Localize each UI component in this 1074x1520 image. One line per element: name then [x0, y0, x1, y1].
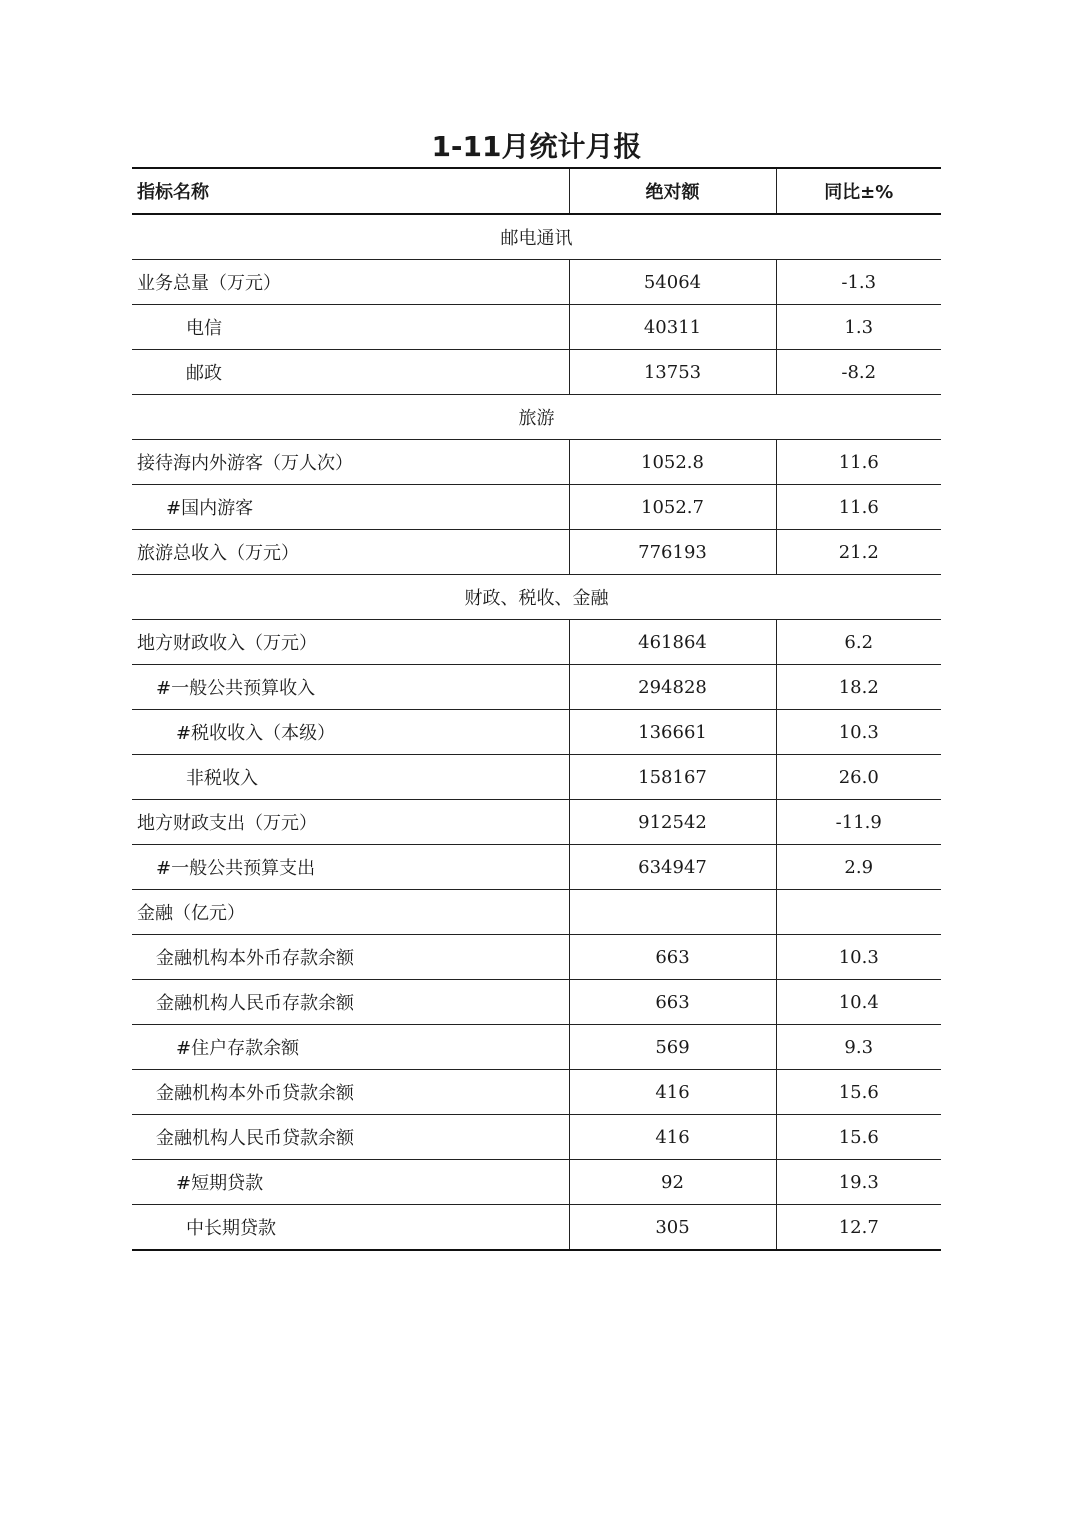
yoy-change-cell: 10.4	[776, 980, 941, 1025]
yoy-change-cell: 18.2	[776, 665, 941, 710]
absolute-value-cell: 305	[569, 1205, 776, 1251]
statistics-table	[132, 167, 941, 1251]
yoy-change-cell: -11.9	[776, 800, 941, 845]
table-row	[132, 1205, 941, 1251]
indicator-name-cell: 地方财政支出（万元）	[132, 800, 569, 845]
report-title: 1-11月统计月报	[431, 130, 642, 163]
absolute-value-cell: 92	[569, 1160, 776, 1205]
section-heading: 财政、税收、金融	[132, 575, 941, 620]
column-header-name: 指标名称	[132, 168, 569, 214]
table-header-row	[132, 168, 941, 214]
section-row	[132, 575, 941, 620]
table-row	[132, 350, 941, 395]
table-row	[132, 530, 941, 575]
table-row	[132, 1070, 941, 1115]
table-row	[132, 710, 941, 755]
yoy-change-cell	[776, 890, 941, 935]
yoy-change-cell: 10.3	[776, 935, 941, 980]
table-row	[132, 890, 941, 935]
yoy-change-cell: 15.6	[776, 1115, 941, 1160]
table-row	[132, 1160, 941, 1205]
indicator-name-cell: 邮政	[132, 350, 569, 395]
indicator-name-cell: #税收收入（本级）	[132, 710, 569, 755]
indicator-name-cell: 金融机构本外币贷款余额	[132, 1070, 569, 1115]
absolute-value-cell: 13753	[569, 350, 776, 395]
absolute-value-cell: 40311	[569, 305, 776, 350]
indicator-name-cell: 金融机构人民币存款余额	[132, 980, 569, 1025]
yoy-change-cell: 26.0	[776, 755, 941, 800]
yoy-change-cell: 2.9	[776, 845, 941, 890]
indicator-name-cell: #短期贷款	[132, 1160, 569, 1205]
indicator-name-cell: 旅游总收入（万元）	[132, 530, 569, 575]
absolute-value-cell: 1052.7	[569, 485, 776, 530]
indicator-name-cell: #住户存款余额	[132, 1025, 569, 1070]
table-row	[132, 665, 941, 710]
table-row	[132, 305, 941, 350]
yoy-change-cell: 11.6	[776, 440, 941, 485]
yoy-change-cell: 21.2	[776, 530, 941, 575]
indicator-name-cell: 金融机构本外币存款余额	[132, 935, 569, 980]
absolute-value-cell: 294828	[569, 665, 776, 710]
indicator-name-cell: 金融机构人民币贷款余额	[132, 1115, 569, 1160]
yoy-change-cell: 9.3	[776, 1025, 941, 1070]
absolute-value-cell: 158167	[569, 755, 776, 800]
section-heading: 旅游	[132, 395, 941, 440]
table-row	[132, 1115, 941, 1160]
yoy-change-cell: 10.3	[776, 710, 941, 755]
yoy-change-cell: 11.6	[776, 485, 941, 530]
absolute-value-cell: 136661	[569, 710, 776, 755]
table-row	[132, 485, 941, 530]
yoy-change-cell: 1.3	[776, 305, 941, 350]
table-row	[132, 800, 941, 845]
absolute-value-cell: 776193	[569, 530, 776, 575]
absolute-value-cell: 569	[569, 1025, 776, 1070]
column-header-value: 绝对额	[569, 168, 776, 214]
table-row	[132, 845, 941, 890]
absolute-value-cell: 1052.8	[569, 440, 776, 485]
indicator-name-cell: 接待海内外游客（万人次）	[132, 440, 569, 485]
yoy-change-cell: 6.2	[776, 620, 941, 665]
absolute-value-cell	[569, 890, 776, 935]
indicator-name-cell: #国内游客	[132, 485, 569, 530]
table-row	[132, 755, 941, 800]
indicator-name-cell: 金融（亿元）	[132, 890, 569, 935]
column-header-change: 同比±%	[776, 168, 941, 214]
table-row	[132, 260, 941, 305]
absolute-value-cell: 663	[569, 935, 776, 980]
table-row	[132, 620, 941, 665]
absolute-value-cell: 54064	[569, 260, 776, 305]
yoy-change-cell: 12.7	[776, 1205, 941, 1251]
indicator-name-cell: 中长期贷款	[132, 1205, 569, 1251]
absolute-value-cell: 912542	[569, 800, 776, 845]
yoy-change-cell: -1.3	[776, 260, 941, 305]
table-row	[132, 935, 941, 980]
absolute-value-cell: 416	[569, 1070, 776, 1115]
section-row	[132, 214, 941, 260]
yoy-change-cell: -8.2	[776, 350, 941, 395]
indicator-name-cell: 电信	[132, 305, 569, 350]
absolute-value-cell: 634947	[569, 845, 776, 890]
table-body	[132, 214, 941, 1250]
table-row	[132, 440, 941, 485]
section-row	[132, 395, 941, 440]
absolute-value-cell: 663	[569, 980, 776, 1025]
table-row	[132, 1025, 941, 1070]
yoy-change-cell: 15.6	[776, 1070, 941, 1115]
indicator-name-cell: #一般公共预算收入	[132, 665, 569, 710]
indicator-name-cell: 地方财政收入（万元）	[132, 620, 569, 665]
absolute-value-cell: 416	[569, 1115, 776, 1160]
table-row	[132, 980, 941, 1025]
indicator-name-cell: 非税收入	[132, 755, 569, 800]
absolute-value-cell: 461864	[569, 620, 776, 665]
indicator-name-cell: 业务总量（万元）	[132, 260, 569, 305]
indicator-name-cell: #一般公共预算支出	[132, 845, 569, 890]
yoy-change-cell: 19.3	[776, 1160, 941, 1205]
section-heading: 邮电通讯	[132, 214, 941, 260]
